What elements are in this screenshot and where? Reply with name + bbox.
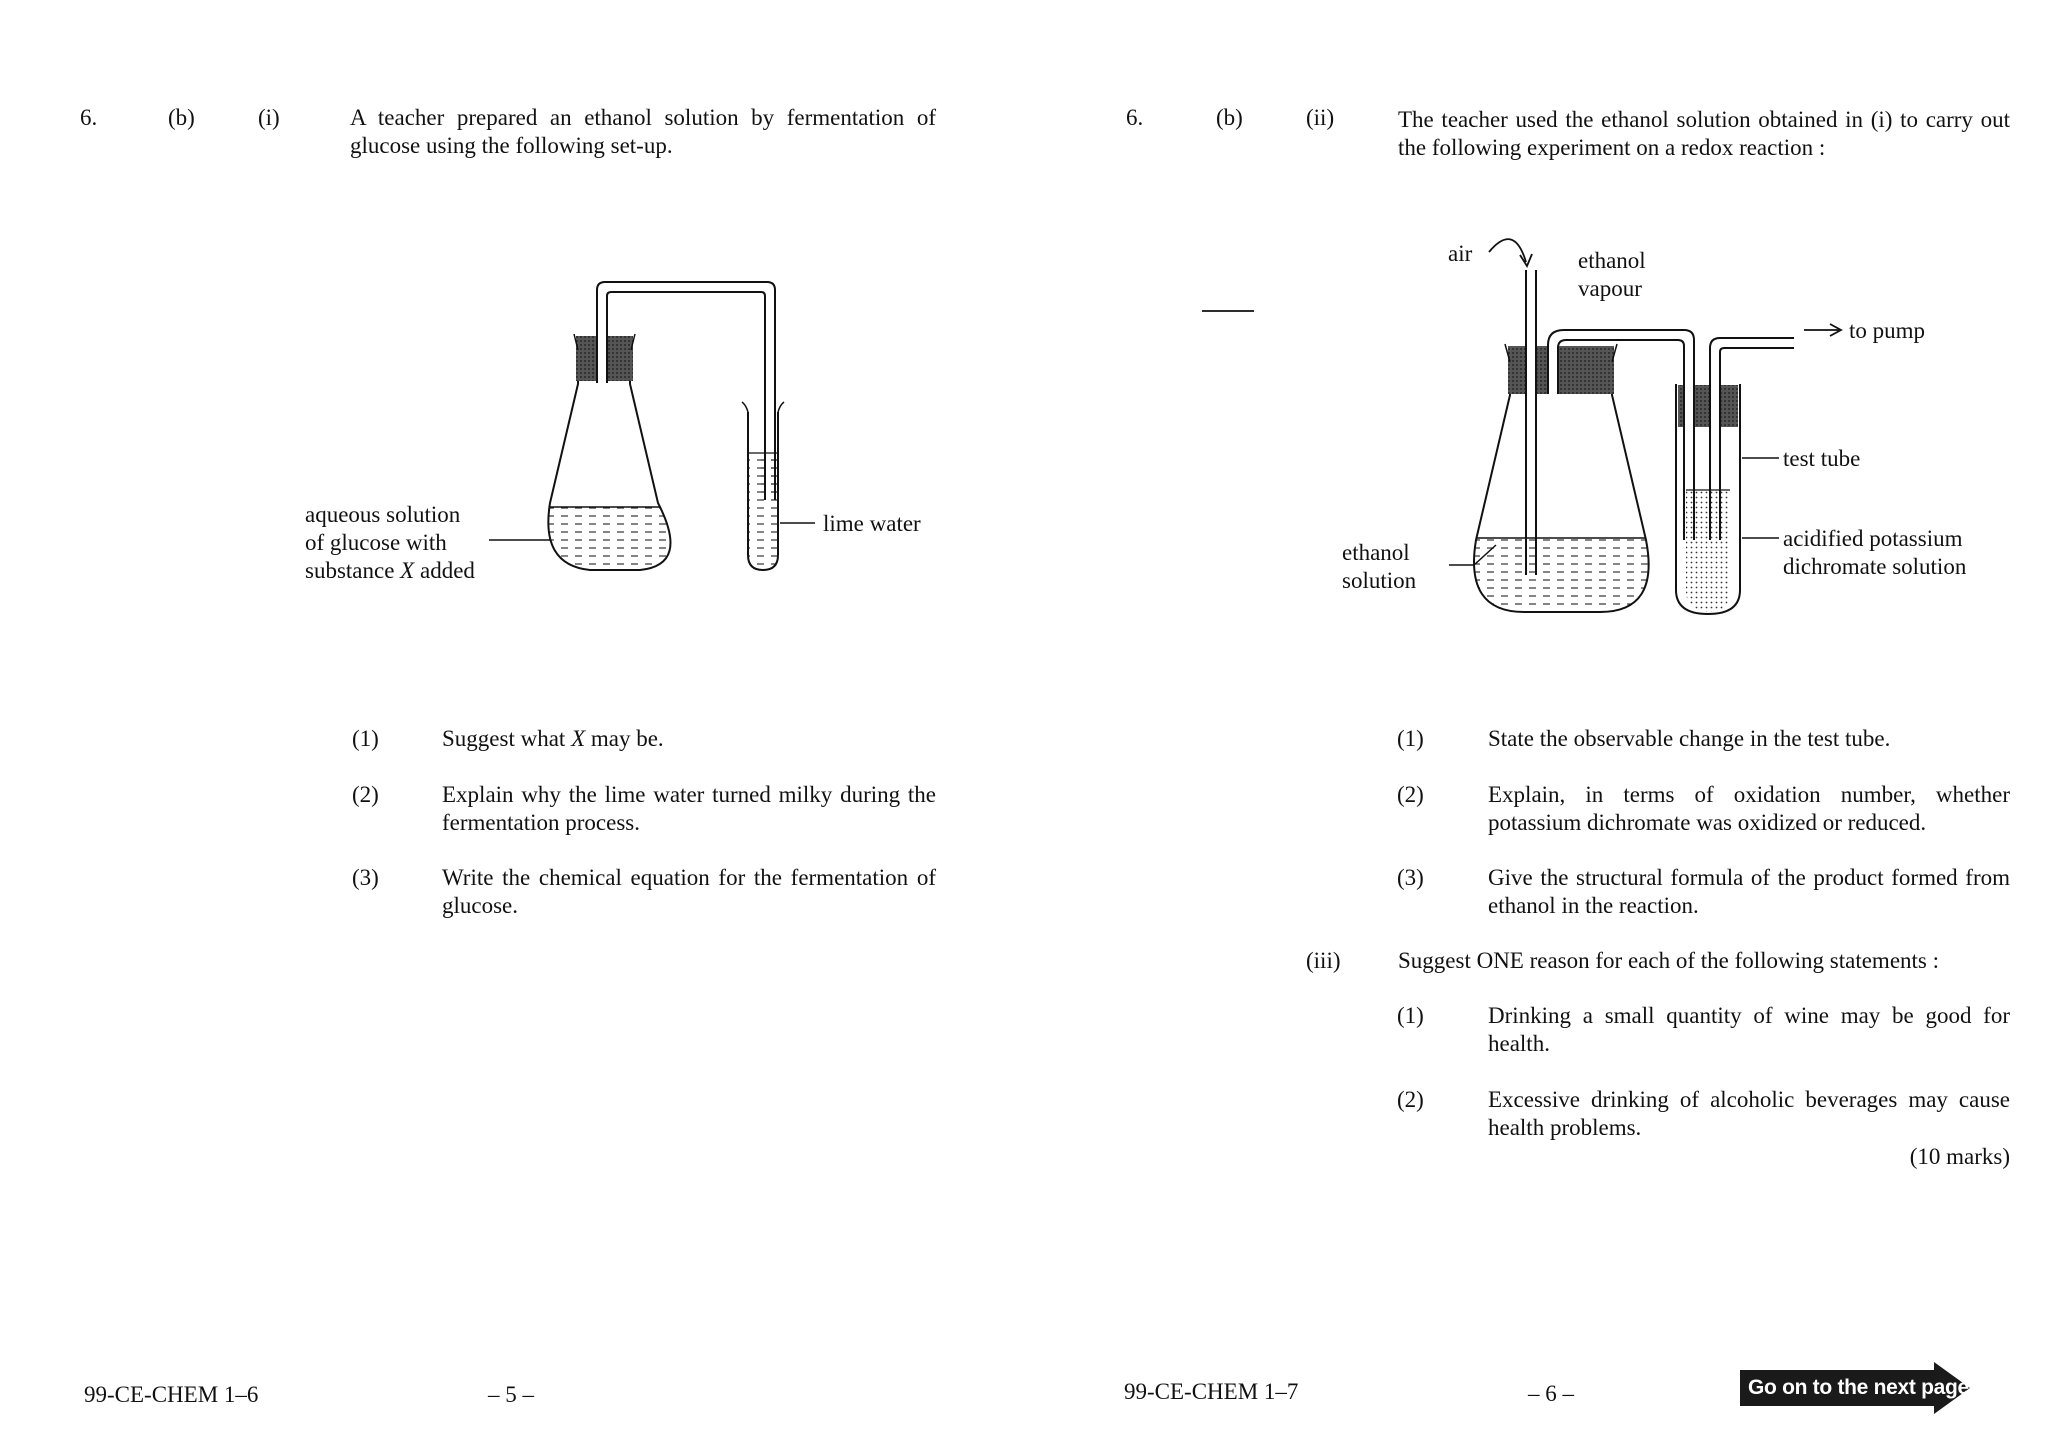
label-dichromate-solution: dichromate solution (1783, 554, 1967, 579)
question-ii-3-text: Give the structural formula of the product formed from ethanol in the reaction. (1488, 865, 2010, 918)
label-aqueous-solution: aqueous solution (305, 502, 461, 527)
label-ethanol: ethanol (1342, 540, 1410, 565)
label-to-pump: to pump (1849, 318, 1926, 343)
footer-page-number: – 6 – (1528, 1381, 1574, 1406)
footer-page-number: – 5 – (488, 1382, 534, 1407)
question-iii-2-number: (2) (1397, 1087, 1424, 1112)
subpart-label: (ii) (1306, 105, 1335, 130)
label-lime-water: lime water (823, 511, 921, 536)
question-3-text: Write the chemical equation for the fermentation of glucose. (442, 865, 936, 918)
footer-paper-code: 99-CE-CHEM 1–7 (1124, 1379, 1299, 1404)
label-substance-x-added: substance X added (305, 558, 475, 583)
question-iii-1-number: (1) (1397, 1003, 1424, 1028)
label-air: air (1448, 241, 1473, 266)
question-iii-2-text: Excessive drinking of alcoholic beverages may cause health problems. (1488, 1087, 2010, 1140)
footer-paper-code: 99-CE-CHEM 1–6 (84, 1382, 259, 1407)
label-ethanol-vapour-line1: ethanol (1578, 248, 1646, 273)
glucose-solution (530, 507, 710, 577)
subpart-label: (i) (258, 105, 280, 130)
question-3-number: (3) (352, 865, 379, 890)
next-page-banner-text: Go on to the next page (1748, 1376, 1969, 1399)
redox-apparatus-diagram (1024, 0, 2048, 700)
question-2-text: Explain why the lime water turned milky during the fermentation process. (442, 782, 936, 835)
label-solution: solution (1342, 568, 1417, 593)
question-ii-2-text: Explain, in terms of oxidation number, whether potassium dichromate was oxidized or reduced. (1488, 782, 2010, 835)
question-iii-1-text: Drinking a small quantity of wine may be good for health. (1488, 1003, 2010, 1056)
subpart-iii-label: (iii) (1306, 948, 1341, 973)
label-ethanol-vapour-line2: vapour (1578, 276, 1642, 301)
fermentation-apparatus-diagram (0, 0, 1024, 700)
label-test-tube: test tube (1783, 446, 1861, 471)
part-label: (b) (1216, 105, 1243, 130)
flask-stopper (1508, 346, 1614, 394)
question-2-number: (2) (352, 782, 379, 807)
intro-text: The teacher used the ethanol solution obtained in (i) to carry out the following experiment on a redox reaction : (1398, 107, 2010, 160)
question-ii-1-number: (1) (1397, 726, 1424, 751)
question-ii-1-text: State the observable change in the test tube. (1488, 726, 1891, 751)
question-number: 6. (80, 105, 98, 130)
question-number: 6. (1126, 105, 1144, 130)
label-of-glucose-with: of glucose with (305, 530, 447, 555)
question-1-number: (1) (352, 726, 379, 751)
label-acidified-potassium: acidified potassium (1783, 526, 1963, 551)
intro-text: A teacher prepared an ethanol solution by fermentation of glucose using the following set-up. (350, 105, 936, 158)
question-ii-3-number: (3) (1397, 865, 1424, 890)
marks-total: (10 marks) (1909, 1144, 2010, 1169)
right-page (1024, 0, 2048, 1448)
question-ii-2-number: (2) (1397, 782, 1424, 807)
subpart-iii-intro: Suggest ONE reason for each of the following statements : (1398, 948, 1940, 973)
part-label: (b) (168, 105, 195, 130)
question-1-text: Suggest what X may be. (442, 726, 664, 751)
